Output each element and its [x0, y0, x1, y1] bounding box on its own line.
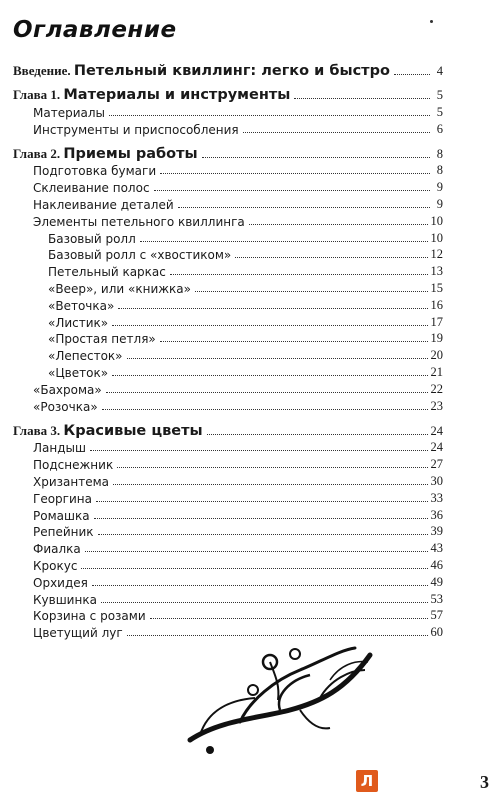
- toc-entry[interactable]: [33, 177, 443, 195]
- toc-entry-title: Базовый ролл с «хвостиком»: [48, 248, 232, 263]
- toc-entry-title: «Цветок»: [48, 366, 109, 380]
- toc-page-number: 12: [430, 247, 443, 262]
- toc-page-number: 8: [436, 146, 443, 161]
- dot-leader: [195, 291, 428, 292]
- toc-entry[interactable]: [33, 119, 443, 137]
- toc-entry-title: Ландыш: [33, 441, 86, 456]
- toc-entry[interactable]: [13, 144, 443, 162]
- dot-leader: [96, 501, 428, 502]
- dot-leader: [294, 98, 430, 99]
- toc-entry-title: Наклеивание деталей: [33, 198, 174, 212]
- toc-page-number: 24: [430, 440, 443, 455]
- toc-entry[interactable]: [33, 471, 443, 489]
- toc-page-number: 21: [430, 365, 443, 379]
- dot-leader: [81, 568, 427, 569]
- toc-entry-title: Материалы: [33, 105, 105, 120]
- toc-entry-title: Элементы петельного квиллинга: [33, 214, 245, 229]
- page-title: Оглавление: [13, 17, 177, 43]
- dot-leader: [249, 224, 428, 225]
- floral-ornament-icon: [180, 640, 380, 760]
- toc-entry[interactable]: [33, 160, 443, 178]
- toc-page-number: 19: [430, 331, 443, 346]
- toc-page-number: 13: [430, 264, 443, 279]
- toc-entry[interactable]: [33, 454, 443, 472]
- dot-leader: [101, 602, 428, 603]
- dot-leader: [243, 132, 430, 133]
- toc-entry-title: «Простая петля»: [48, 332, 156, 347]
- toc-page-number: 53: [430, 591, 443, 606]
- toc-entry[interactable]: [33, 572, 443, 590]
- toc-page-number: 46: [430, 558, 443, 572]
- toc-page-number: 5: [436, 88, 443, 102]
- dot-leader: [160, 173, 430, 174]
- dot-leader: [112, 375, 427, 376]
- toc-page-number: 43: [430, 541, 443, 556]
- dot-leader: [90, 450, 428, 451]
- toc-entry[interactable]: [33, 555, 443, 573]
- toc-page-number: 57: [430, 608, 443, 623]
- toc-page-number: 9: [436, 180, 443, 195]
- dot-leader: [92, 585, 428, 586]
- toc-entry-title: Петельный каркас: [48, 265, 166, 280]
- toc-entry-title: «Бахрома»: [33, 382, 102, 397]
- toc-entry[interactable]: [33, 194, 443, 212]
- dot-leader: [94, 518, 428, 519]
- toc-entry[interactable]: [33, 488, 443, 506]
- toc-entry[interactable]: [48, 345, 443, 363]
- toc-entry-title: «Розочка»: [33, 399, 98, 414]
- toc-page-number: 27: [430, 457, 443, 472]
- toc-entry[interactable]: [33, 102, 443, 120]
- toc-page-number: 6: [436, 121, 443, 136]
- toc-entry-title: Орхидея: [33, 575, 88, 590]
- toc-chapter-prefix: Введение.: [13, 63, 71, 78]
- toc-entry[interactable]: [33, 211, 443, 229]
- toc-page-number: 24: [430, 423, 443, 438]
- toc-entry[interactable]: [13, 421, 443, 439]
- toc-entry[interactable]: [48, 278, 443, 296]
- dot-leader: [160, 341, 428, 342]
- toc-entry-title: «Веер», или «книжка»: [48, 282, 191, 296]
- dot-leader: [178, 207, 430, 208]
- toc-entry-title: Базовый ролл: [48, 231, 136, 246]
- toc-entry[interactable]: [48, 244, 443, 262]
- dot-leader: [106, 392, 428, 393]
- toc-page-number: 23: [430, 398, 443, 413]
- toc-entry[interactable]: [33, 538, 443, 556]
- toc-entry[interactable]: [13, 85, 443, 103]
- toc-page-number: 30: [430, 474, 443, 488]
- toc-entry-title: Крокус: [33, 559, 78, 573]
- toc-entry-title: «Веточка»: [48, 298, 115, 313]
- dot-leader: [112, 325, 427, 326]
- toc-chapter-prefix: Глава 2.: [13, 145, 61, 161]
- toc-entry-title: [13, 423, 203, 439]
- dot-leader: [394, 74, 430, 75]
- toc-entry[interactable]: [33, 521, 443, 539]
- dot-leader: [154, 190, 430, 191]
- toc-entry[interactable]: [48, 312, 443, 330]
- toc-entry-title: [13, 87, 290, 103]
- publisher-logo-icon: Л: [356, 770, 378, 792]
- toc-entry[interactable]: [33, 589, 443, 607]
- toc-entry[interactable]: [33, 396, 443, 414]
- toc-entry[interactable]: [33, 622, 443, 640]
- toc-entry[interactable]: [48, 228, 443, 246]
- toc-entry-title: Инструменты и приспособления: [33, 122, 239, 137]
- toc-entry-title: [13, 63, 390, 79]
- toc-page-number: 9: [436, 197, 443, 211]
- dot-leader: [117, 467, 427, 468]
- page-number: 3: [480, 772, 489, 792]
- dot-leader: [235, 257, 427, 258]
- toc-chapter-title: Петельный квиллинг: легко и быстро: [73, 63, 390, 79]
- toc-page-number: 17: [430, 314, 443, 329]
- toc-page-number: 10: [430, 213, 443, 228]
- dot-leader: [109, 115, 430, 116]
- toc-entry-title: Георгина: [33, 491, 92, 506]
- toc-page-number: 4: [436, 64, 443, 78]
- toc-page-number: 8: [436, 163, 443, 178]
- toc-page-number: 60: [430, 625, 443, 640]
- toc-entry[interactable]: [13, 61, 443, 79]
- toc-entry-title: Хризантема: [33, 475, 109, 489]
- toc-entry-title: Корзина с розами: [33, 609, 146, 624]
- toc-entry[interactable]: [48, 328, 443, 346]
- toc-page-number: 5: [436, 104, 443, 119]
- dot-leader: [118, 308, 427, 309]
- toc-entry-title: [13, 146, 198, 162]
- toc-entry[interactable]: [48, 362, 443, 380]
- toc-entry-title: «Лепесток»: [48, 349, 123, 364]
- toc-entry-title: Фиалка: [33, 542, 81, 557]
- toc-entry[interactable]: [33, 605, 443, 623]
- toc-entry-title: Цветущий луг: [33, 626, 123, 641]
- dot-leader: [113, 484, 428, 485]
- toc-entry[interactable]: [33, 379, 443, 397]
- toc-page-number: 33: [430, 490, 443, 505]
- toc-page-number: 15: [430, 281, 443, 295]
- dot-leader: [207, 434, 428, 435]
- toc-chapter-prefix: Глава 1.: [13, 87, 61, 102]
- toc-page-number: 20: [430, 348, 443, 363]
- dot-leader: [140, 241, 428, 242]
- dot-leader: [170, 274, 428, 275]
- toc-page-number: 22: [430, 381, 443, 396]
- toc-entry-title: Склеивание полос: [33, 181, 150, 196]
- toc-page-number: 10: [430, 230, 443, 245]
- toc-entry[interactable]: [33, 437, 443, 455]
- toc-entry[interactable]: [33, 505, 443, 523]
- toc-entry-title: Ромашка: [33, 508, 90, 523]
- toc-entry-title: Подготовка бумаги: [33, 164, 157, 179]
- toc-page-number: 36: [430, 507, 443, 522]
- toc-entry-title: Подснежник: [33, 458, 114, 473]
- dot-leader: [127, 358, 428, 359]
- dot-leader: [202, 157, 430, 158]
- toc-chapter-prefix: Глава 3.: [13, 422, 61, 438]
- toc-page-number: 39: [430, 524, 443, 539]
- toc-chapter-title: Приемы работы: [63, 145, 198, 162]
- toc-page-number: 16: [430, 297, 443, 312]
- dot-leader: [127, 635, 428, 636]
- dot-leader: [85, 551, 428, 552]
- toc-entry-title: Кувшинка: [33, 592, 97, 607]
- toc-entry-title: Репейник: [33, 525, 94, 540]
- toc-page-number: 49: [430, 574, 443, 589]
- dot-leader: [102, 409, 428, 410]
- toc-entry[interactable]: [48, 261, 443, 279]
- dot-leader: [98, 534, 428, 535]
- toc-chapter-title: Материалы и инструменты: [63, 87, 291, 103]
- dot-leader: [150, 618, 428, 619]
- toc-entry[interactable]: [48, 295, 443, 313]
- toc-entry-title: «Листик»: [48, 315, 109, 330]
- toc-chapter-title: Красивые цветы: [63, 422, 203, 439]
